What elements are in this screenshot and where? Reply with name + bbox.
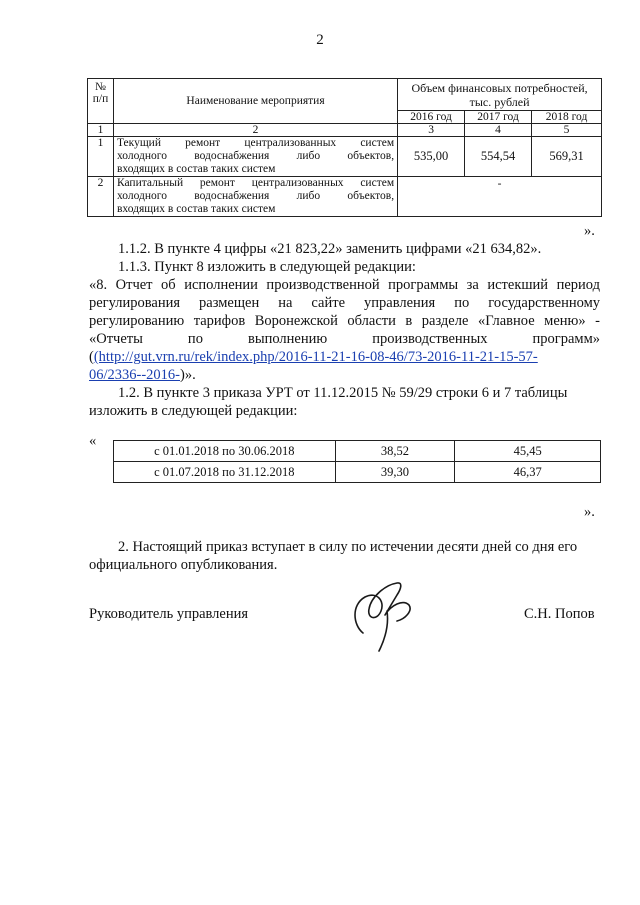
row-num: 2: [88, 177, 114, 217]
row-name-line: холодного водоснабжения либо объектов,: [116, 190, 395, 202]
point-8-line: регулирования размещен на сайте управления по государственному: [89, 295, 600, 311]
financial-needs-table: [87, 78, 602, 217]
value-cell: 46,37: [455, 462, 601, 483]
value-cell: 38,52: [335, 441, 455, 462]
page-number: 2: [316, 32, 324, 48]
link-prefix: (: [89, 349, 94, 365]
handwritten-signature: [345, 575, 425, 655]
header-year-2017: 2017 год: [465, 111, 532, 124]
header-volume: Объем финансовых потребностей, тыс. рублей: [398, 79, 602, 111]
point-8-line: регулированию тарифов Воронежской области в разделе «Главное меню» -: [89, 313, 600, 329]
row-num: 1: [88, 137, 114, 177]
paragraph-1-2-cont: изложить в следующей редакции:: [89, 403, 298, 419]
header-year-2016: 2016 год: [398, 111, 465, 124]
header-name: Наименование мероприятия: [113, 79, 397, 124]
merged-value: -: [398, 177, 602, 217]
index-cell: 1: [88, 124, 114, 137]
value-cell: 45,45: [455, 441, 601, 462]
row-name-line: холодного водоснабжения либо объектов,: [116, 150, 395, 162]
row-name: [113, 177, 397, 217]
row-name-line: Капитальный ремонт централизованных систем: [116, 177, 395, 189]
index-cell: 3: [398, 124, 465, 137]
point-8-line: «Отчеты по выполнению производственных программ»: [89, 331, 600, 347]
table-row: [88, 137, 602, 177]
open-quote: «: [89, 433, 97, 449]
value-2017: 554,54: [465, 137, 532, 177]
paragraph-1-2: 1.2. В пункте 3 приказа УРТ от 11.12.2015 № 59/29 строки 6 и 7 таблицы: [118, 385, 568, 401]
row-name-line: Текущий ремонт централизованных систем: [116, 137, 395, 149]
point-8-line: «8. Отчет об исполнении производственной программы за истекший период: [89, 277, 600, 293]
paragraph-2: 2. Настоящий приказ вступает в силу по истечении десяти дней со дня его: [118, 539, 578, 555]
table-row: [88, 177, 602, 217]
tariff-rows-table: [113, 440, 601, 483]
value-2016: 535,00: [398, 137, 465, 177]
signatory-position: Руководитель управления: [89, 606, 249, 622]
report-link[interactable]: (http://gut.vrn.ru/rek/index.php/2016-11-21-16-08-46/73-2016-11-21-15-57-: [93, 349, 538, 365]
link-tail: )».: [180, 367, 196, 383]
row-name-line: входящих в состав таких систем: [116, 203, 276, 215]
row-name: [113, 137, 397, 177]
report-link-continued[interactable]: 06/2336--2016-: [89, 367, 181, 383]
value-cell: 39,30: [335, 462, 455, 483]
index-cell: 5: [532, 124, 602, 137]
period-cell: с 01.07.2018 по 31.12.2018: [114, 462, 336, 483]
index-cell: 2: [113, 124, 397, 137]
paragraph-1-1-3: 1.1.3. Пункт 8 изложить в следующей редакции:: [118, 259, 416, 275]
index-cell: 4: [465, 124, 532, 137]
table-row: [114, 441, 601, 462]
header-year-2018: 2018 год: [532, 111, 602, 124]
signatory-name: С.Н. Попов: [524, 606, 595, 622]
close-quote: ».: [584, 504, 595, 520]
paragraph-2-cont: официального опубликования.: [89, 557, 278, 573]
header-num: № п/п: [88, 79, 114, 124]
table-row: [114, 462, 601, 483]
link-line: [89, 366, 196, 384]
row-name-line: входящих в состав таких систем: [116, 163, 276, 175]
link-line: [89, 348, 538, 366]
value-2018: 569,31: [532, 137, 602, 177]
period-cell: с 01.01.2018 по 30.06.2018: [114, 441, 336, 462]
paragraph-1-1-2: 1.1.2. В пункте 4 цифры «21 823,22» заменить цифрами «21 634,82».: [118, 241, 542, 257]
closing-quote: ».: [584, 223, 595, 239]
